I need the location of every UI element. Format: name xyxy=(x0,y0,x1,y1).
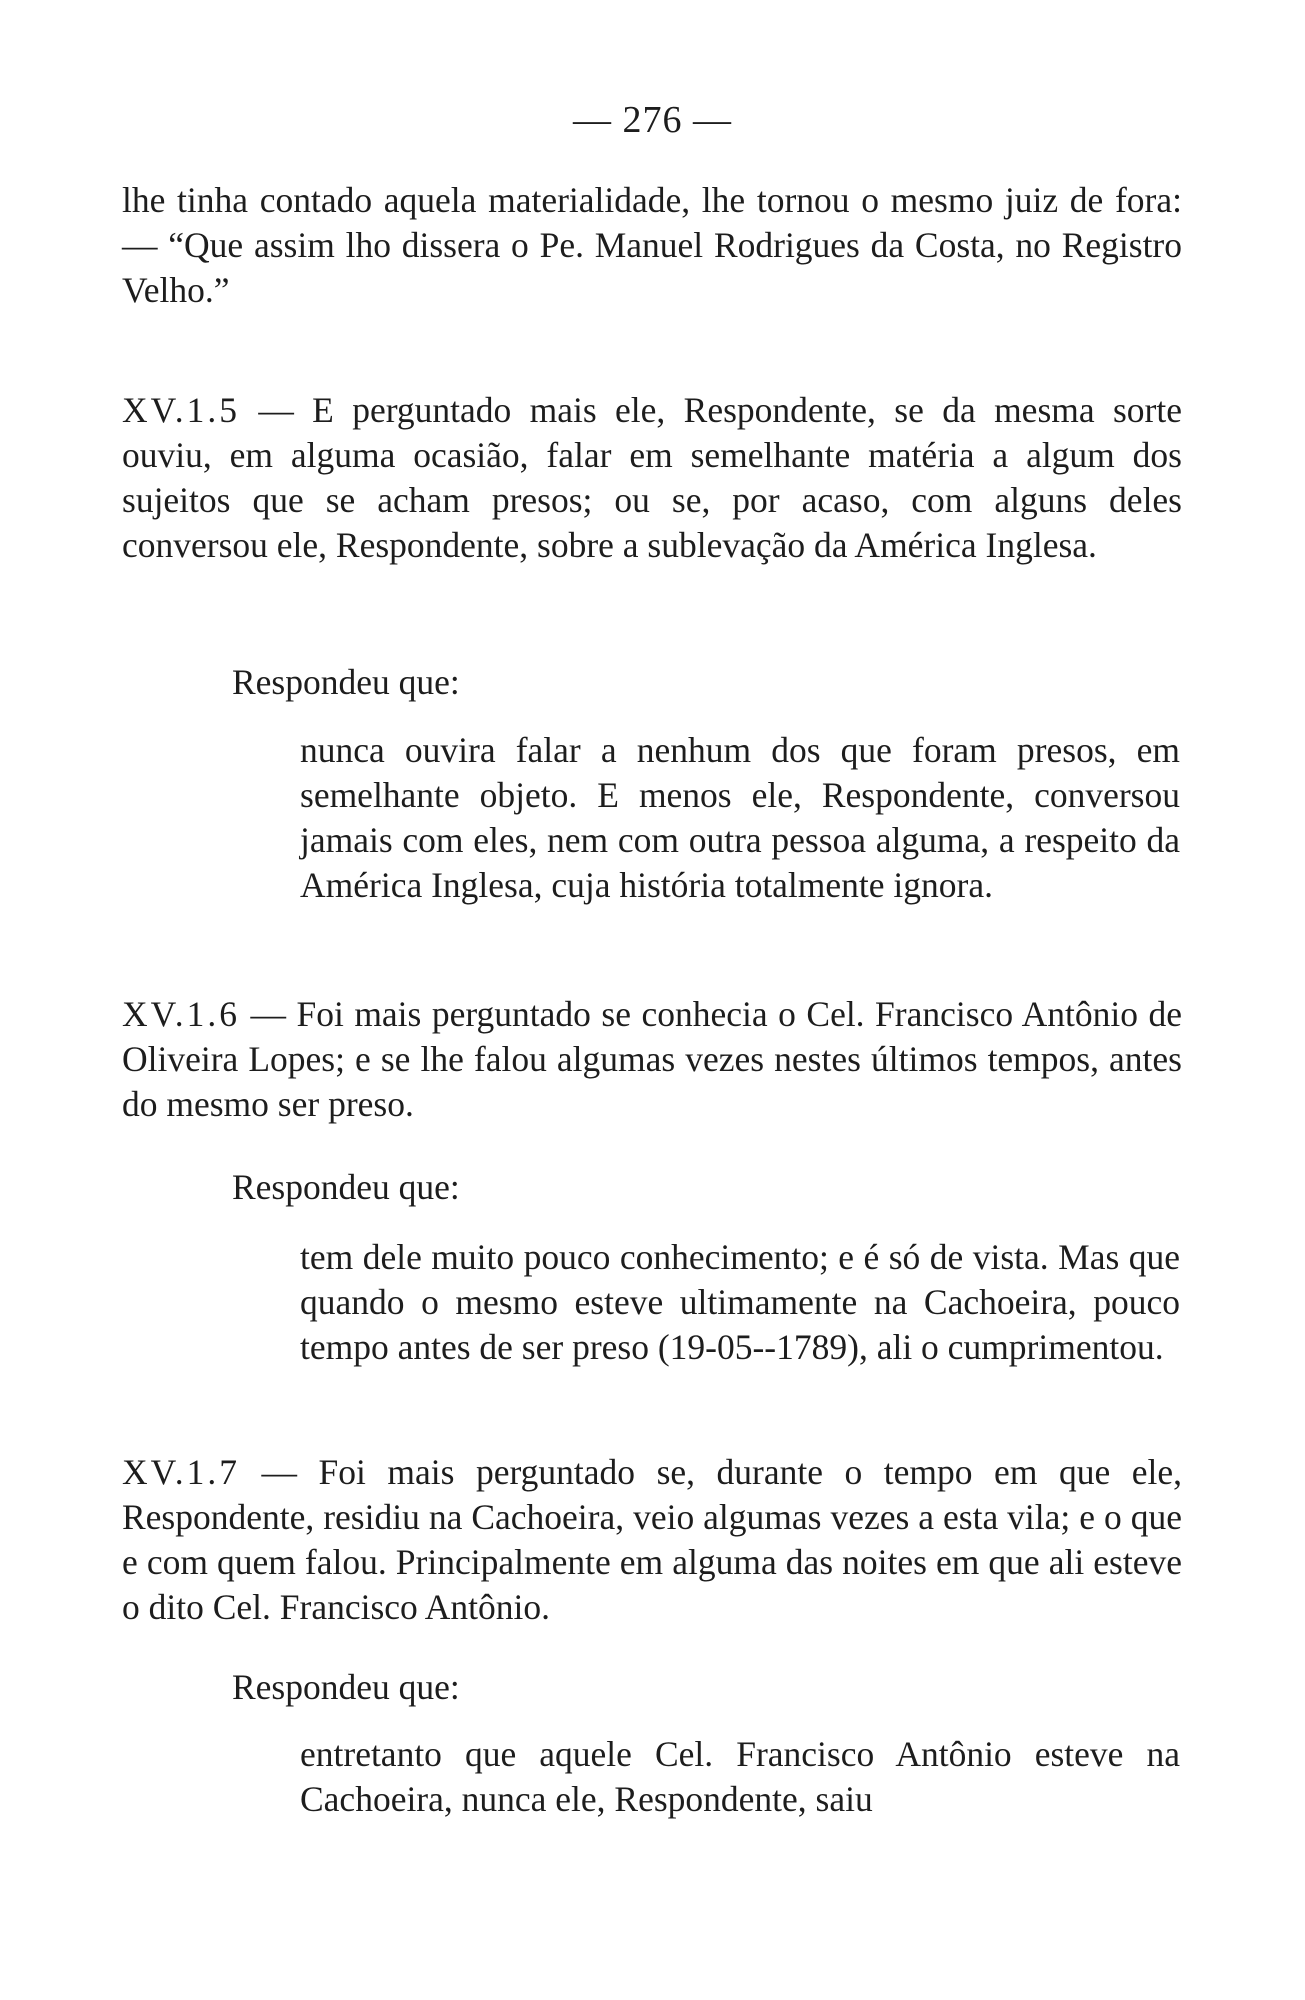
question-id: XV.1.7 xyxy=(122,1452,240,1492)
answer-intro: Respondeu que: xyxy=(232,662,460,702)
continuation-paragraph: lhe tinha contado aquela materialidade, lhe tornou o mesmo juiz de fora: — “Que assim lho dissera o Pe. Manuel Rodrigues da Costa, no Registro Velho.” xyxy=(122,180,1182,310)
answer-intro: Respondeu que: xyxy=(232,1167,460,1207)
question-paragraph-xv-1-5 xyxy=(122,388,1182,568)
question-text: — Foi mais perguntado se, durante o tempo em que ele, Respondente, residiu na Cachoeira, veio algumas vezes a esta vila; e o que e com quem falou. Principalmente em alguma das noites em que ali esteve o dito Cel. Francisco Antônio. xyxy=(122,1452,1182,1627)
answer-paragraph-xv-1-7: entretanto que aquele Cel. Francisco Antônio esteve na Cachoeira, nunca ele, Respondente, saiu xyxy=(300,1734,1180,1819)
question-paragraph-xv-1-7 xyxy=(122,1450,1182,1630)
question-paragraph-xv-1-6 xyxy=(122,992,1182,1127)
question-text: — Foi mais perguntado se conhecia o Cel. Francisco Antônio de Oliveira Lopes; e se lhe falou algumas vezes nestes últimos tempos, antes do mesmo ser preso. xyxy=(122,994,1182,1124)
answer-intro: Respondeu que: xyxy=(232,1667,460,1707)
answer-paragraph-xv-1-5: nunca ouvira falar a nenhum dos que foram presos, em semelhante objeto. E menos ele, Respondente, conversou jamais com eles, nem com outra pessoa alguma, a respeito da América Inglesa, cuja história totalmente ignora. xyxy=(300,730,1180,905)
question-id: XV.1.6 xyxy=(122,994,240,1034)
question-id: XV.1.5 xyxy=(122,390,240,430)
question-text: — E perguntado mais ele, Respondente, se da mesma sorte ouviu, em alguma ocasião, falar em semelhante matéria a algum dos sujeitos que se acham presos; ou se, por acaso, com alguns deles conversou ele, Respondente, sobre a sublevação da América Inglesa. xyxy=(122,390,1182,565)
page-number: — 276 — xyxy=(573,99,732,141)
answer-paragraph-xv-1-6: tem dele muito pouco conhecimento; e é só de vista. Mas que quando o mesmo esteve ultimamente na Cachoeira, pouco tempo antes de ser preso (19-05--1789), ali o cumprimentou. xyxy=(300,1237,1180,1367)
